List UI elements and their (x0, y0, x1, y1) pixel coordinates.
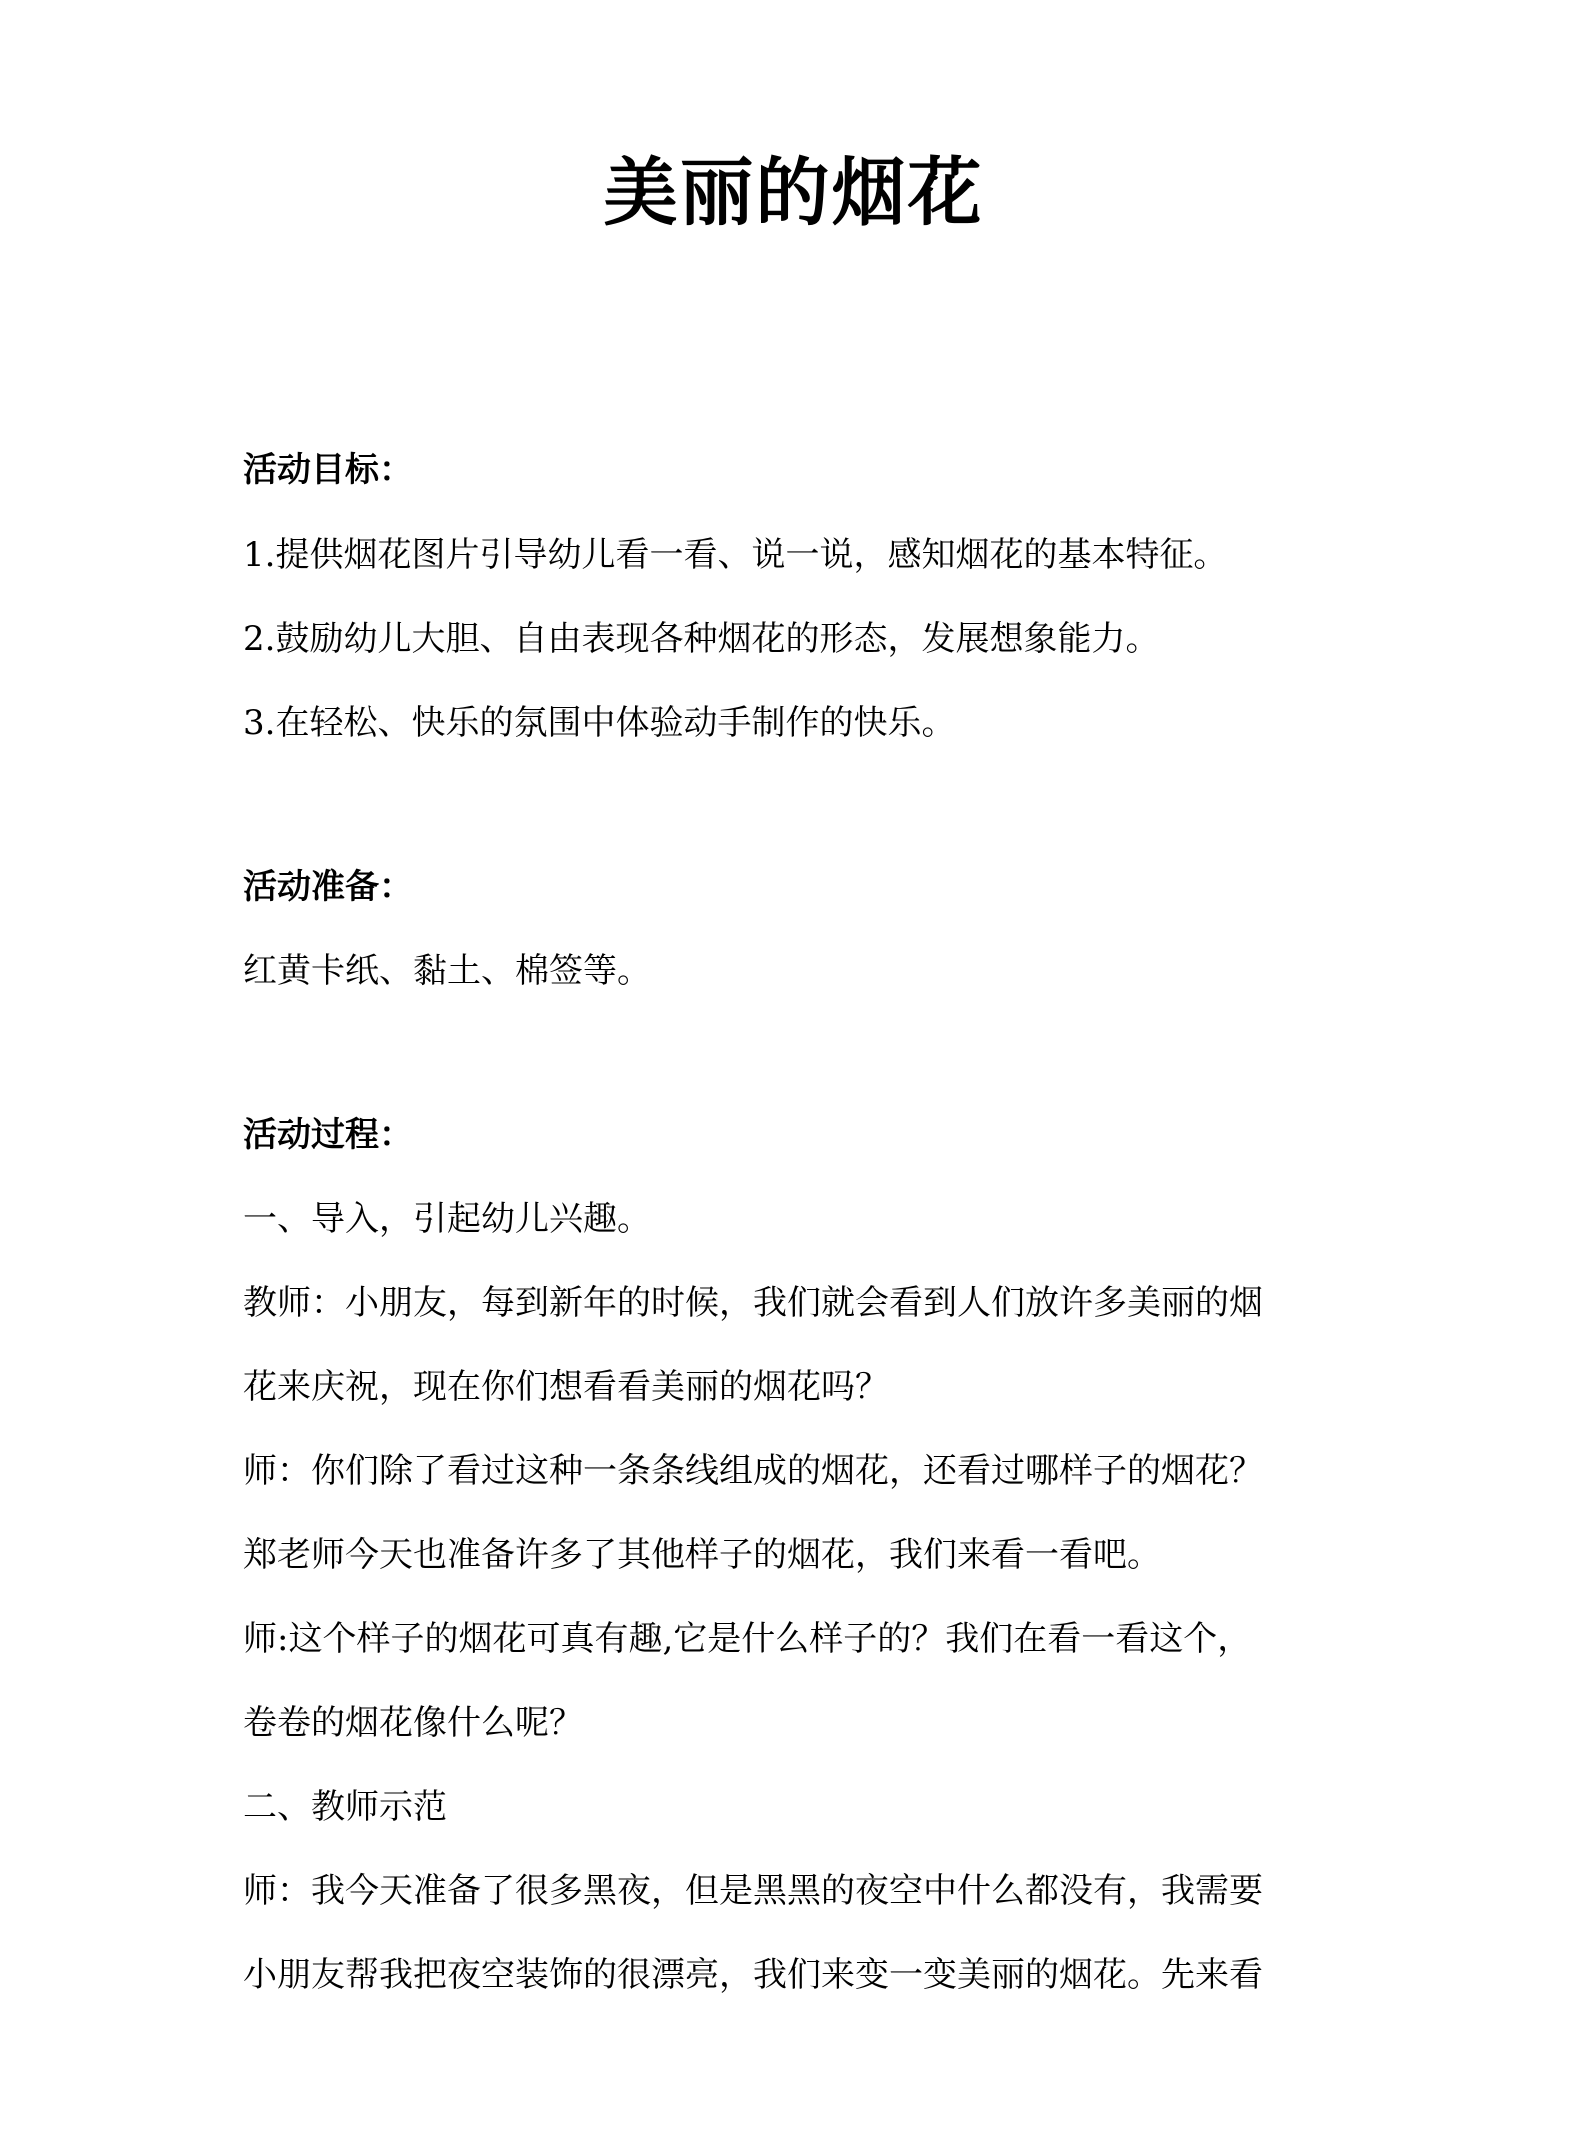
goal-item-2: 2.鼓励幼儿大胆、自由表现各种烟花的形态，发展想象能力。 (243, 619, 1160, 659)
process-paragraph-line: 教师：小朋友，每到新年的时候，我们就会看到人们放许多美丽的烟 (243, 1283, 1263, 1323)
process-paragraph-line: 小朋友帮我把夜空装饰的很漂亮，我们来变一变美丽的烟花。先来看 (243, 1955, 1263, 1995)
process-step-2-title: 二、教师示范 (243, 1787, 447, 1827)
process-paragraph-line: 师：你们除了看过这种一条条线组成的烟花，还看过哪样子的烟花？ (243, 1451, 1263, 1491)
preparation-text: 红黄卡纸、黏土、棉签等。 (243, 951, 651, 991)
process-paragraph-line: 师:这个样子的烟花可真有趣,它是什么样子的？我们在看一看这个， (243, 1619, 1252, 1659)
goal-item-3: 3.在轻松、快乐的氛围中体验动手制作的快乐。 (243, 703, 956, 743)
document-title: 美丽的烟花 (603, 150, 984, 236)
goal-item-1: 1.提供烟花图片引导幼儿看一看、说一说，感知烟花的基本特征。 (243, 535, 1228, 575)
section-heading-preparation: 活动准备： (243, 867, 413, 907)
section-heading-goals: 活动目标： (243, 450, 413, 490)
process-paragraph-line: 师：我今天准备了很多黑夜，但是黑黑的夜空中什么都没有，我需要 (243, 1871, 1263, 1911)
process-paragraph-line: 花来庆祝，现在你们想看看美丽的烟花吗？ (243, 1367, 889, 1407)
process-paragraph-line: 郑老师今天也准备许多了其他样子的烟花，我们来看一看吧。 (243, 1535, 1161, 1575)
section-heading-process: 活动过程： (243, 1115, 413, 1155)
process-paragraph-line: 卷卷的烟花像什么呢？ (243, 1703, 583, 1743)
process-step-1-title: 一、导入，引起幼儿兴趣。 (243, 1199, 651, 1239)
